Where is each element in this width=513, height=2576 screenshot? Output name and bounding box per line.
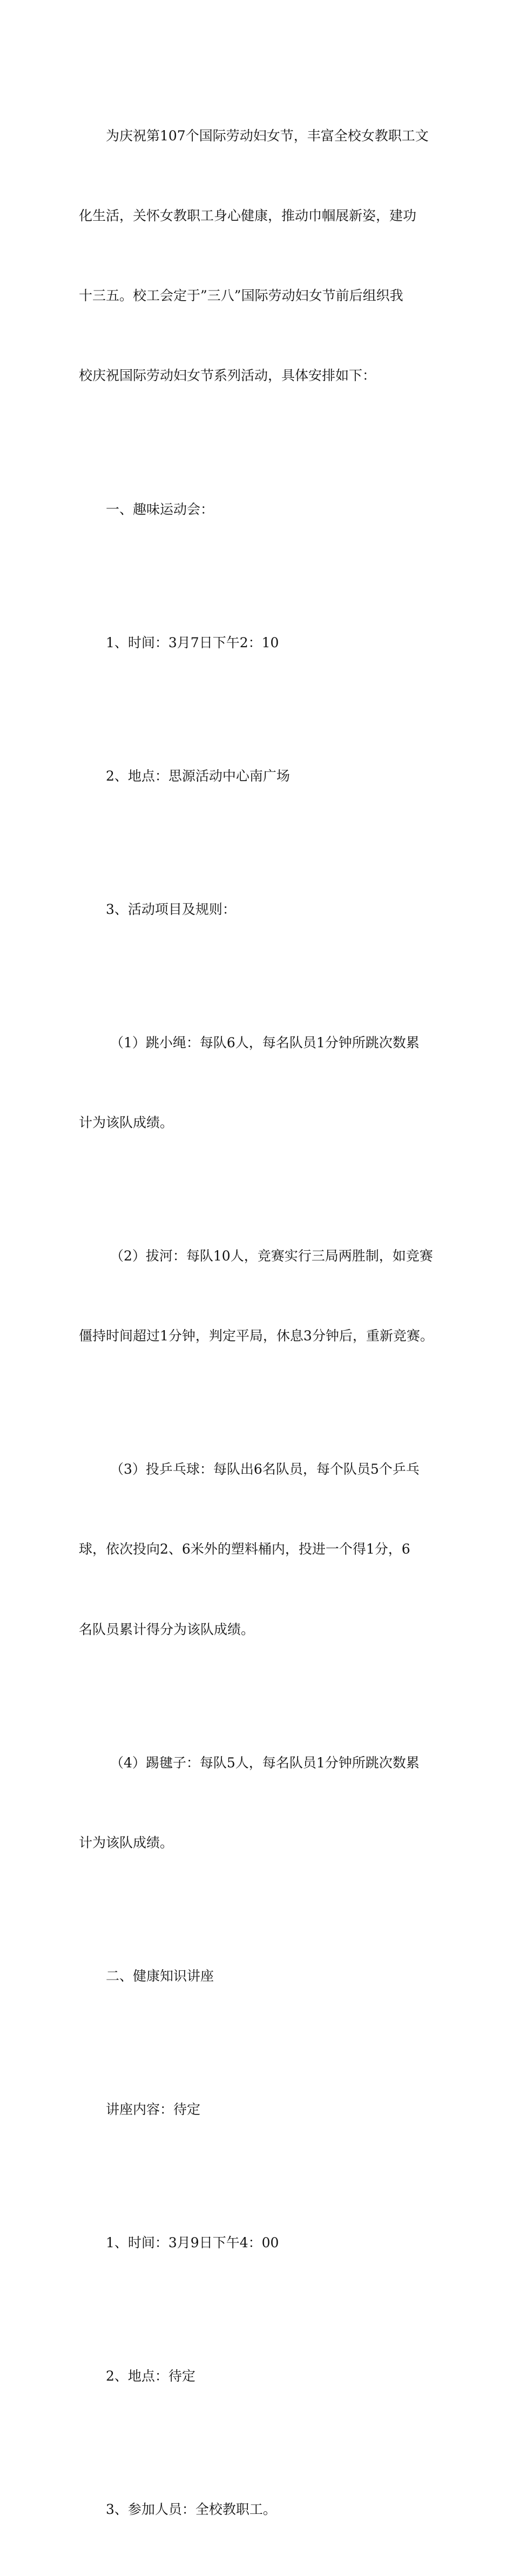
rule-line: （3）投乒乓球：每队出6名队员，每个队员5个乒乓 xyxy=(110,1461,420,1477)
section1-heading: 一、趣味运动会： xyxy=(106,501,214,517)
rule-line: （1）跳小绳：每队6人，每名队员1分钟所跳次数累 xyxy=(110,1034,420,1050)
intro-line: 十三五。校工会定于”三八”国际劳动妇女节前后组织我 xyxy=(79,288,403,304)
section2-content: 讲座内容：待定 xyxy=(106,2101,201,2117)
section2-participants: 3、参加人员：全校教职工。 xyxy=(106,2501,276,2517)
rule-item-ping-pong-toss xyxy=(79,1402,446,1696)
section1-rules-heading: 3、活动项目及规则： xyxy=(106,901,236,917)
section2-time: 1、时间：3月9日下午4：00 xyxy=(106,2234,279,2250)
rule-line: 球，依次投向2、6米外的塑料桶内，投进一个得1分，6 xyxy=(79,1541,410,1557)
document-body xyxy=(79,69,446,2576)
rule-line: 计为该队成绩。 xyxy=(79,1114,174,1130)
rule-item-jump-rope xyxy=(79,976,446,1189)
intro-line: 为庆祝第107个国际劳动妇女节，丰富全校女教职工文 xyxy=(106,127,429,144)
rule-line: 名队员累计得分为该队成绩。 xyxy=(79,1621,255,1637)
intro-line: 校庆祝国际劳动妇女节系列活动，具体安排如下： xyxy=(79,368,376,384)
rule-item-shuttlecock xyxy=(79,1696,446,1909)
rule-item-tug-of-war xyxy=(79,1189,446,1402)
intro-line: 化生活，关怀女教职工身心健康，推动巾帼展新姿，建功 xyxy=(79,208,417,224)
section1-time: 1、时间：3月7日下午2：10 xyxy=(106,634,279,650)
rule-line: 计为该队成绩。 xyxy=(79,1834,174,1850)
rule-line: （4）踢毽子：每队5人，每名队员1分钟所跳次数累 xyxy=(110,1754,420,1771)
intro-paragraph xyxy=(79,69,446,443)
section2-place: 2、地点：待定 xyxy=(106,2368,195,2384)
rule-line: （2）拔河：每队10人，竞赛实行三局两胜制，如竞赛 xyxy=(110,1248,433,1264)
rule-line: 僵持时间超过1分钟，判定平局，休息3分钟后，重新竞赛。 xyxy=(79,1328,434,1344)
section2-heading: 二、健康知识讲座 xyxy=(106,1968,214,1984)
section1-place: 2、地点：思源活动中心南广场 xyxy=(106,768,290,784)
